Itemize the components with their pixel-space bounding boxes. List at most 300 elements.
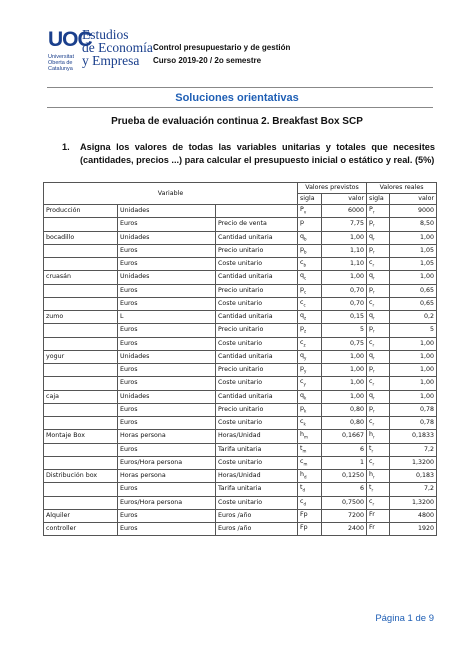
cell-item: caja — [44, 390, 118, 403]
logo-line-3: y Empresa — [82, 53, 140, 68]
sigla-prev-symbol: q — [300, 312, 305, 319]
sigla-real-subscript: r — [372, 500, 375, 506]
table-row — [44, 443, 437, 456]
sigla-prev-subscript: z — [304, 315, 307, 321]
sigla-real-subscript: r — [371, 447, 374, 453]
table-row — [44, 470, 437, 483]
header-sigla-prev: sigla — [298, 194, 322, 205]
cell-item: Producción — [44, 205, 118, 218]
cell-sigla-prev — [298, 377, 322, 390]
cell-unit: Euros — [118, 364, 216, 377]
cell-valor-prev: 1,10 — [322, 258, 367, 271]
question-number: 1. — [62, 142, 70, 152]
sigla-prev-symbol: p — [300, 219, 305, 227]
cell-desc: Horas/Unidad — [216, 430, 298, 443]
logo-line-2: de Economía — [82, 40, 153, 55]
cell-item — [44, 496, 118, 509]
cell-desc: Precio unitario — [216, 364, 298, 377]
cell-sigla-prev — [298, 390, 322, 403]
sigla-real-subscript: r — [373, 328, 375, 334]
question-1 — [62, 141, 435, 167]
sigla-real-subscript: r — [373, 275, 375, 281]
cell-valor-real: 1,3200 — [390, 496, 437, 509]
sigla-real-symbol: t — [369, 444, 372, 452]
header-valor-real: valor — [390, 194, 437, 205]
cell-valor-prev: 0,70 — [322, 297, 367, 310]
sigla-prev-symbol: Fp — [300, 510, 308, 518]
footer-prefix: Página — [375, 613, 405, 624]
cell-valor-real: 1,00 — [390, 271, 437, 284]
cell-valor-prev: 7200 — [322, 509, 367, 522]
cell-valor-real: 1,05 — [390, 244, 437, 257]
sigla-real-symbol: q — [369, 232, 374, 240]
cell-desc: Cantidad unitaria — [216, 271, 298, 284]
cell-desc: Cantidad unitaria — [216, 311, 298, 324]
cell-unit: Euros/Hora persona — [118, 496, 216, 509]
cell-item — [44, 417, 118, 430]
sigla-prev-symbol: c — [300, 457, 304, 465]
sigla-prev-symbol: c — [300, 259, 304, 266]
table-row — [44, 456, 437, 469]
sigla-real-subscript: r — [373, 408, 375, 413]
footer-page: 1 — [407, 613, 413, 624]
table-row — [44, 377, 437, 390]
cell-item: yogur — [44, 350, 118, 363]
sigla-real-subscript: r — [373, 368, 375, 374]
cell-unit: Euros — [118, 417, 216, 430]
cell-valor-prev: 0,80 — [322, 403, 367, 416]
cell-valor-real: 1,00 — [390, 350, 437, 363]
sigla-prev-subscript: m — [302, 447, 307, 453]
cell-sigla-prev — [298, 337, 322, 350]
sigla-real-symbol: p — [369, 245, 374, 253]
cell-sigla-real — [367, 244, 390, 257]
cell-sigla-prev — [298, 523, 322, 536]
cell-desc: Precio unitario — [216, 284, 298, 297]
divider-top — [47, 87, 433, 88]
document-header — [153, 41, 290, 67]
cell-sigla-prev — [298, 324, 322, 337]
cell-sigla-real — [367, 496, 390, 509]
page-subtitle: Prueba de evaluación continua 2. Breakfast Box SCP — [111, 116, 363, 127]
sigla-prev-symbol: c — [300, 298, 304, 306]
cell-sigla-real — [367, 456, 390, 469]
cell-sigla-real — [367, 430, 390, 443]
table-row — [44, 496, 437, 509]
cell-valor-real: 1,05 — [390, 258, 437, 271]
cell-sigla-prev — [298, 430, 322, 443]
sigla-prev-subscript: c — [304, 275, 307, 281]
footer-of: de — [415, 613, 427, 624]
cell-unit: Euros — [118, 244, 216, 257]
sigla-real-symbol: P — [369, 206, 373, 213]
cell-desc: Horas/Unidad — [216, 470, 298, 483]
cell-unit: Euros — [118, 483, 216, 496]
cell-sigla-real — [367, 258, 390, 271]
sigla-prev-subscript: b — [303, 262, 307, 268]
cell-sigla-prev — [298, 443, 322, 456]
cell-desc: Precio unitario — [216, 244, 298, 257]
sigla-prev-symbol: h — [300, 471, 305, 478]
cell-unit: Euros — [118, 297, 216, 310]
cell-unit: Unidades — [118, 205, 216, 218]
cell-sigla-real — [367, 417, 390, 430]
sigla-prev-subscript: d — [304, 474, 307, 480]
cell-unit: Euros — [118, 324, 216, 337]
logo-mark: UOC — [48, 28, 92, 51]
table-row — [44, 271, 437, 284]
header-valor-prev: valor — [322, 194, 367, 205]
header-sigla-real: sigla — [367, 194, 390, 205]
cell-valor-prev: 0,70 — [322, 284, 367, 297]
cell-desc — [216, 205, 298, 218]
cell-sigla-prev — [298, 509, 322, 522]
table-row — [44, 244, 437, 257]
cell-valor-real: 0,183 — [390, 470, 437, 483]
logo-line-1: Estudios — [82, 27, 129, 42]
sigla-prev-subscript: c — [304, 288, 307, 294]
cell-item — [44, 324, 118, 337]
cell-sigla-prev — [298, 244, 322, 257]
cell-sigla-prev — [298, 456, 322, 469]
cell-valor-real: 0,65 — [390, 297, 437, 310]
sigla-prev-symbol: P — [300, 206, 304, 213]
cell-valor-real: 1920 — [390, 523, 437, 536]
cell-sigla-prev — [298, 258, 322, 271]
sigla-prev-symbol: p — [300, 325, 305, 333]
cell-desc: Cantidad unitaria — [216, 350, 298, 363]
cell-desc: Cantidad unitaria — [216, 390, 298, 403]
sigla-prev-subscript: m — [303, 461, 308, 466]
cell-sigla-real — [367, 205, 390, 218]
cell-sigla-prev — [298, 297, 322, 310]
cell-valor-prev: 5 — [322, 324, 367, 337]
cell-sigla-prev — [298, 231, 322, 244]
cell-item: Distribución box — [44, 470, 118, 483]
cell-sigla-real — [367, 443, 390, 456]
cell-item — [44, 377, 118, 390]
cell-sigla-prev — [298, 350, 322, 363]
cell-sigla-prev — [298, 483, 322, 496]
table-row — [44, 324, 437, 337]
cell-sigla-real — [367, 231, 390, 244]
cell-valor-prev: 0,7500 — [322, 496, 367, 509]
cell-item — [44, 364, 118, 377]
sigla-real-symbol: c — [369, 259, 373, 266]
sigla-prev-symbol: p — [300, 365, 305, 372]
cell-item: cruasán — [44, 271, 118, 284]
sigla-prev-symbol: t — [300, 444, 303, 452]
course-name: Control presupuestario y de gestión — [153, 43, 291, 52]
table-row — [44, 390, 437, 403]
cell-valor-real: 0,1833 — [390, 430, 437, 443]
sigla-real-subscript: r — [373, 249, 375, 254]
sigla-real-symbol: p — [369, 285, 374, 293]
header-valores-previstos: Valores previstos — [298, 183, 367, 194]
cell-sigla-prev — [298, 496, 322, 509]
logo-university-name: Universitat Oberta de Catalunya — [48, 54, 74, 72]
course-term: Curso 2019-20 / 2o semestre — [153, 56, 262, 65]
cell-valor-prev: 6 — [322, 443, 367, 456]
header-valores-reales: Valores reales — [367, 183, 437, 194]
cell-valor-prev: 1,00 — [322, 390, 367, 403]
sigla-real-symbol: p — [369, 365, 374, 372]
cell-valor-prev: 1 — [322, 456, 367, 469]
cell-sigla-prev — [298, 218, 322, 231]
cell-item — [44, 258, 118, 271]
cell-valor-real: 1,00 — [390, 364, 437, 377]
sigla-prev-subscript: b — [304, 249, 307, 254]
sigla-real-subscript: r — [373, 222, 375, 228]
sigla-prev-subscript: b — [304, 235, 307, 241]
footer-total: 9 — [428, 613, 434, 624]
cell-sigla-real — [367, 297, 390, 310]
sigla-prev-subscript: y — [304, 368, 307, 374]
cell-sigla-real — [367, 509, 390, 522]
cell-unit: L — [118, 311, 216, 324]
cell-desc: Precio de venta — [216, 218, 298, 231]
cell-item — [44, 403, 118, 416]
sigla-real-symbol: h — [369, 431, 374, 439]
cell-sigla-real — [367, 403, 390, 416]
cell-unit: Unidades — [118, 350, 216, 363]
cell-desc: Coste unitario — [216, 337, 298, 350]
cell-unit: Unidades — [118, 390, 216, 403]
cell-item: Montaje Box — [44, 430, 118, 443]
cell-sigla-real — [367, 364, 390, 377]
sigla-real-subscript: r — [373, 355, 375, 360]
cell-desc: Precio unitario — [216, 403, 298, 416]
sigla-real-symbol: q — [369, 312, 374, 319]
cell-sigla-real — [367, 284, 390, 297]
sigla-prev-symbol: p — [300, 404, 305, 412]
cell-desc: Precio unitario — [216, 324, 298, 337]
cell-unit: Euros — [118, 218, 216, 231]
cell-unit: Unidades — [118, 271, 216, 284]
sigla-prev-subscript: y — [303, 381, 306, 387]
cell-item — [44, 284, 118, 297]
cell-sigla-prev — [298, 271, 322, 284]
sigla-prev-symbol: q — [300, 232, 305, 240]
cell-valor-prev: 0,75 — [322, 337, 367, 350]
cell-unit: Euros — [118, 258, 216, 271]
cell-unit: Euros — [118, 523, 216, 536]
cell-valor-prev: 1,00 — [322, 377, 367, 390]
table-row — [44, 284, 437, 297]
sigla-real-subscript: r — [373, 288, 375, 294]
cell-item — [44, 337, 118, 350]
cell-valor-real: 0,78 — [390, 403, 437, 416]
sigla-real-symbol: q — [369, 272, 374, 280]
cell-sigla-real — [367, 337, 390, 350]
divider-bottom — [47, 107, 433, 108]
cell-item — [44, 297, 118, 310]
sigla-real-subscript: r — [371, 487, 374, 493]
question-text: Asigna los valores de todas las variables unitarias y totales que necesites (cantidades, precios ...) para calcular el presupuesto inicial o estático y real. (5%) — [80, 142, 435, 165]
cell-sigla-real — [367, 324, 390, 337]
cell-valor-real: 9000 — [390, 205, 437, 218]
cell-valor-real: 8,50 — [390, 218, 437, 231]
cell-item — [44, 483, 118, 496]
table-row — [44, 430, 437, 443]
sigla-real-subscript: r — [372, 421, 375, 427]
cell-valor-prev: 0,1667 — [322, 430, 367, 443]
cell-sigla-prev — [298, 417, 322, 430]
sigla-real-symbol: q — [369, 391, 374, 399]
sigla-prev-subscript: k — [304, 394, 307, 400]
cell-sigla-prev — [298, 403, 322, 416]
sigla-real-symbol: c — [369, 457, 373, 465]
sigla-real-symbol: h — [369, 471, 374, 478]
cell-sigla-real — [367, 377, 390, 390]
cell-sigla-real — [367, 271, 390, 284]
sigla-real-symbol: c — [369, 338, 373, 346]
cell-unit: Horas persona — [118, 430, 216, 443]
cell-desc: Coste unitario — [216, 297, 298, 310]
cell-item: bocadillo — [44, 231, 118, 244]
table-row — [44, 205, 437, 218]
cell-sigla-real — [367, 470, 390, 483]
table-row — [44, 258, 437, 271]
cell-item — [44, 218, 118, 231]
sigla-prev-subscript: m — [304, 434, 308, 440]
cell-unit: Horas persona — [118, 470, 216, 483]
sigla-prev-subscript: z — [303, 341, 306, 347]
sigla-real-subscript: r — [373, 315, 375, 321]
sigla-prev-subscript: c — [303, 302, 306, 307]
cell-desc: Coste unitario — [216, 456, 298, 469]
sigla-real-symbol: c — [369, 497, 373, 505]
table-header-row-1 — [44, 183, 437, 194]
sigla-real-subscript: r — [372, 461, 375, 466]
table-row — [44, 403, 437, 416]
table-row — [44, 417, 437, 430]
cell-valor-real: 0,2 — [390, 311, 437, 324]
cell-valor-real: 1,00 — [390, 377, 437, 390]
cell-sigla-real — [367, 483, 390, 496]
sigla-prev-subscript: z — [304, 328, 307, 334]
cell-item: controller — [44, 523, 118, 536]
cell-valor-real: 4800 — [390, 509, 437, 522]
sigla-real-subscript: r — [372, 302, 375, 307]
cell-unit: Euros — [118, 284, 216, 297]
sigla-prev-subscript: v — [303, 209, 307, 215]
sigla-prev-symbol: c — [300, 418, 304, 425]
cell-unit: Euros — [118, 509, 216, 522]
cell-sigla-real — [367, 390, 390, 403]
cell-item — [44, 443, 118, 456]
cell-sigla-real — [367, 218, 390, 231]
cell-valor-prev: 1,00 — [322, 271, 367, 284]
sigla-prev-symbol: q — [300, 351, 305, 359]
cell-valor-real: 5 — [390, 324, 437, 337]
sigla-real-symbol: c — [369, 298, 373, 306]
variables-table — [43, 182, 437, 536]
cell-sigla-prev — [298, 284, 322, 297]
cell-valor-real: 1,3200 — [390, 456, 437, 469]
cell-unit: Euros/Hora persona — [118, 456, 216, 469]
cell-unit: Euros — [118, 403, 216, 416]
logo-text — [82, 28, 153, 67]
header-variable: Variable — [44, 183, 298, 205]
cell-sigla-prev — [298, 470, 322, 483]
cell-item: Alquiler — [44, 509, 118, 522]
cell-desc: Tarifa unitaria — [216, 443, 298, 456]
cell-valor-prev: 6 — [322, 483, 367, 496]
cell-valor-real: 0,78 — [390, 417, 437, 430]
sigla-real-subscript: r — [373, 474, 375, 480]
sigla-real-symbol: q — [369, 351, 374, 359]
table-row — [44, 311, 437, 324]
cell-valor-prev: 0,1250 — [322, 470, 367, 483]
table-row — [44, 231, 437, 244]
sigla-prev-symbol: c — [300, 378, 304, 386]
sigla-real-subscript: r — [373, 394, 375, 400]
cell-desc: Coste unitario — [216, 496, 298, 509]
table-row — [44, 523, 437, 536]
cell-unit: Euros — [118, 337, 216, 350]
cell-item — [44, 244, 118, 257]
table-row — [44, 218, 437, 231]
table-row — [44, 297, 437, 310]
cell-valor-prev: 6000 — [322, 205, 367, 218]
sigla-real-subscript: r — [373, 434, 375, 440]
sigla-real-symbol: Fr — [369, 510, 375, 518]
cell-valor-prev: 0,80 — [322, 417, 367, 430]
cell-desc: Tarifa unitaria — [216, 483, 298, 496]
sigla-prev-symbol: c — [300, 338, 304, 346]
cell-valor-prev: 1,00 — [322, 231, 367, 244]
sigla-real-subscript: r — [373, 235, 375, 241]
sigla-real-symbol: c — [369, 378, 373, 386]
sigla-real-subscript: r — [372, 341, 375, 347]
cell-valor-real: 1,00 — [390, 390, 437, 403]
sigla-prev-symbol: c — [300, 497, 304, 505]
cell-valor-real: 1,00 — [390, 231, 437, 244]
sigla-prev-subscript: d — [302, 487, 306, 493]
sigla-prev-subscript: y — [304, 355, 307, 360]
cell-desc: Cantidad unitaria — [216, 231, 298, 244]
table-row — [44, 483, 437, 496]
sigla-real-subscript: r — [372, 381, 375, 387]
cell-valor-prev: 0,15 — [322, 311, 367, 324]
sigla-real-symbol: Fr — [369, 524, 375, 531]
cell-desc: Euros /año — [216, 509, 298, 522]
cell-valor-real: 7,2 — [390, 483, 437, 496]
cell-valor-prev: 7,75 — [322, 218, 367, 231]
sigla-prev-symbol: Fp — [300, 524, 308, 531]
table-row — [44, 350, 437, 363]
sigla-prev-symbol: p — [300, 285, 305, 293]
sigla-prev-subscript: k — [304, 408, 307, 413]
sigla-real-symbol: t — [369, 484, 372, 492]
sigla-real-symbol: p — [369, 219, 374, 227]
cell-valor-real: 7,2 — [390, 443, 437, 456]
cell-desc: Coste unitario — [216, 258, 298, 271]
sigla-prev-symbol: p — [300, 245, 305, 253]
cell-valor-prev: 1,00 — [322, 364, 367, 377]
cell-sigla-real — [367, 350, 390, 363]
cell-desc: Euros /año — [216, 523, 298, 536]
cell-valor-prev: 1,00 — [322, 350, 367, 363]
sigla-prev-symbol: q — [300, 272, 305, 280]
uoc-logo — [48, 24, 158, 72]
section-title: Soluciones orientativas — [175, 92, 299, 104]
cell-unit: Unidades — [118, 231, 216, 244]
sigla-prev-symbol: h — [300, 431, 305, 439]
page-footer — [375, 613, 434, 624]
sigla-prev-symbol: q — [300, 391, 305, 399]
